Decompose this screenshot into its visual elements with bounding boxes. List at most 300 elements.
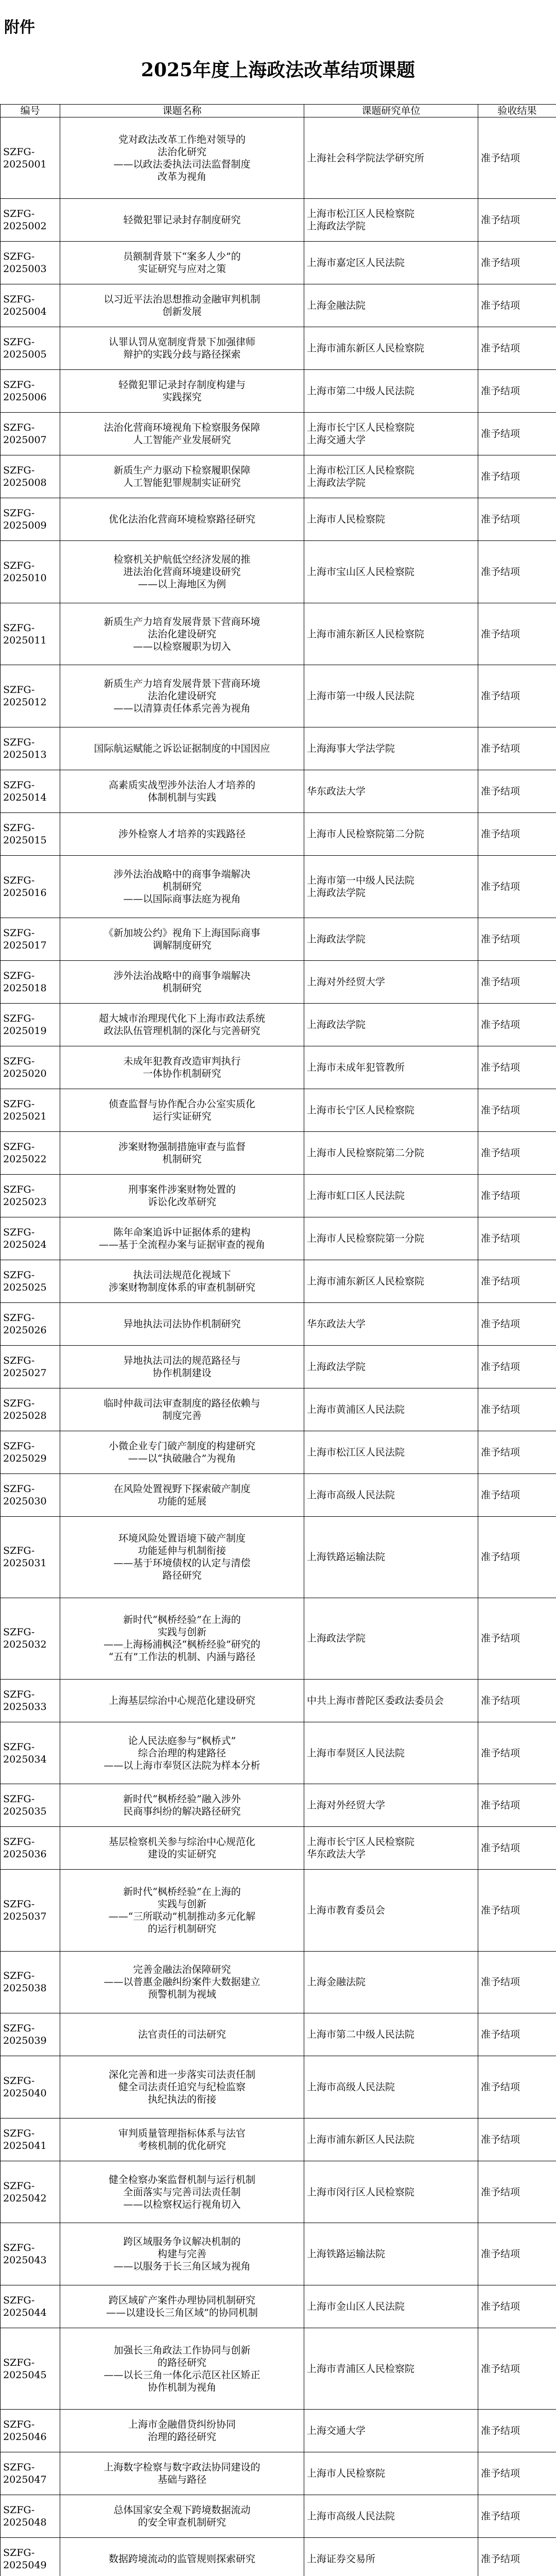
project-number — [1, 1046, 60, 1089]
acceptance-result: 准予结项 — [478, 1131, 556, 1174]
project-number — [1, 2410, 60, 2452]
research-unit-line: 上海市高级人民法院 — [307, 1489, 395, 1501]
project-title — [60, 242, 304, 284]
project-number-line: 2025023 — [3, 1196, 47, 1208]
research-unit-line: 上海政法学院 — [307, 1361, 366, 1372]
project-number-line: 2025018 — [3, 982, 47, 994]
research-unit — [304, 413, 478, 455]
table-row — [1, 812, 556, 855]
project-title-line: ——“三所联动”机制推动多元化解 — [108, 1911, 256, 1923]
acceptance-result: 准予结项 — [478, 1784, 556, 1827]
acceptance-result: 准予结项 — [478, 812, 556, 855]
project-title-line: 涉外法治战略中的商事争端解决 — [113, 868, 251, 880]
research-unit — [304, 2538, 478, 2576]
project-title-line: 进法治化营商环境建设研究 — [123, 566, 241, 578]
research-unit — [304, 541, 478, 603]
project-number — [1, 1302, 60, 1345]
project-title-line: 法治化研究 — [157, 146, 206, 158]
research-unit — [304, 1003, 478, 1046]
project-number-line: SZFG- — [3, 1440, 35, 1452]
project-title-line: 协作机制建设 — [152, 1367, 212, 1379]
research-unit-line: 上海市高级人民法院 — [307, 2511, 395, 2522]
table-row — [1, 1679, 556, 1722]
project-number — [1, 117, 60, 199]
research-unit — [304, 1598, 478, 1679]
project-title-line: 功能延伸与机制衔接 — [137, 1545, 226, 1557]
project-title — [60, 1827, 304, 1870]
project-title-line: 法治化建设研究 — [147, 690, 216, 702]
project-number — [1, 2328, 60, 2410]
project-title — [60, 2285, 304, 2328]
project-title-line: 人工智能犯罪规制实证研究 — [123, 477, 241, 489]
project-title-line: 政法队伍管理机制的深化与完善研究 — [103, 1025, 260, 1037]
acceptance-result: 准予结项 — [478, 541, 556, 603]
project-title-line: 涉外检察人才培养的实践路径 — [118, 828, 246, 840]
research-unit — [304, 1089, 478, 1131]
project-number-line: 2025016 — [3, 887, 47, 899]
project-number — [1, 1473, 60, 1516]
project-title-line: 辩护的实践分歧与路径探索 — [123, 349, 241, 361]
project-title-line: ——以普惠金融纠纷案件大数据建立 — [103, 1976, 260, 1988]
project-title-line: 总体国家安全观下跨境数据流动 — [113, 2504, 251, 2516]
acceptance-result: 准予结项 — [478, 2495, 556, 2538]
research-unit — [304, 770, 478, 812]
column-header-result: 验收结果 — [478, 105, 556, 117]
project-number — [1, 284, 60, 327]
project-number-line: SZFG- — [3, 208, 35, 220]
project-number-line: SZFG- — [3, 294, 35, 306]
research-unit — [304, 1722, 478, 1784]
table-row — [1, 327, 556, 370]
project-number-line: SZFG- — [3, 1397, 35, 1409]
acceptance-result: 准予结项 — [478, 1089, 556, 1131]
table-row — [1, 1302, 556, 1345]
project-number — [1, 2285, 60, 2328]
research-unit — [304, 2452, 478, 2495]
project-number — [1, 199, 60, 242]
project-title-line: ——以检察权运行视角切入 — [123, 2198, 241, 2210]
research-unit — [304, 498, 478, 541]
project-title — [60, 2161, 304, 2223]
project-title-line: 执纪执法的衔接 — [147, 2094, 216, 2106]
project-number-line: SZFG- — [3, 2462, 35, 2473]
project-number-line: 2025011 — [3, 634, 47, 646]
research-unit-line: 上海政法学院 — [307, 1019, 366, 1030]
research-unit-line: 上海对外经贸大学 — [307, 976, 386, 988]
research-unit-line: 上海政法学院 — [307, 887, 366, 899]
table-row — [1, 1345, 556, 1388]
project-number — [1, 1174, 60, 1217]
project-number-line: SZFG- — [3, 336, 35, 348]
project-number-line: SZFG- — [3, 1899, 35, 1910]
project-title-line: “五有”工作法的机制、内涵与路径 — [108, 1651, 256, 1663]
project-title — [60, 498, 304, 541]
project-number — [1, 413, 60, 455]
research-unit — [304, 727, 478, 770]
acceptance-result: 准予结项 — [478, 1046, 556, 1089]
research-unit — [304, 284, 478, 327]
project-title-line: 党对政法改革工作绝对领导的 — [118, 133, 246, 145]
project-number-line: SZFG- — [3, 822, 35, 834]
project-title-line: ——基于全流程办案与证据审查的视角 — [98, 1239, 265, 1250]
project-title — [60, 370, 304, 413]
acceptance-result: 准予结项 — [478, 727, 556, 770]
project-title-line: 以习近平法治思想推动金融审判机制 — [103, 294, 260, 306]
research-unit-line: 上海海事大学法学院 — [307, 742, 395, 754]
project-number — [1, 1784, 60, 1827]
project-title — [60, 1598, 304, 1679]
project-number — [1, 1260, 60, 1302]
acceptance-result: 准予结项 — [478, 199, 556, 242]
research-unit — [304, 2223, 478, 2285]
project-title — [60, 1131, 304, 1174]
project-title — [60, 665, 304, 727]
research-unit-line: 上海市青浦区人民检察院 — [307, 2363, 415, 2375]
project-title-line: 新时代“枫桥经验”融入涉外 — [123, 1793, 241, 1805]
project-title-line: 上海基层综治中心规范化建设研究 — [108, 1694, 255, 1706]
project-title-line: 健全检察办案监督机制与运行机制 — [108, 2174, 255, 2185]
project-number-line: 2025042 — [3, 2192, 47, 2204]
project-title-line: 考核机制的优化研究 — [137, 2140, 226, 2151]
table-row — [1, 117, 556, 199]
project-number — [1, 327, 60, 370]
table-row — [1, 284, 556, 327]
project-number-line: SZFG- — [3, 2504, 35, 2516]
project-number-line: 2025001 — [3, 158, 47, 170]
project-title-line: 国际航运赋能之诉讼证据制度的中国因应 — [94, 742, 270, 754]
research-unit-line: 上海市宝山区人民检察院 — [307, 566, 415, 578]
project-title-line: 构建与完善 — [157, 2248, 206, 2260]
project-title-line: 新时代“枫桥经验”在上海的 — [123, 1614, 241, 1626]
project-title-line: 小微企业专门破产制度的构建研究 — [108, 1440, 255, 1452]
table-row — [1, 2285, 556, 2328]
projects-table — [0, 104, 556, 2576]
table-row — [1, 498, 556, 541]
acceptance-result: 准予结项 — [478, 1003, 556, 1046]
research-unit — [304, 2013, 478, 2056]
project-number-line: 2025012 — [3, 697, 47, 708]
table-row — [1, 2452, 556, 2495]
project-title-line: 的运行机制研究 — [147, 1923, 216, 1935]
project-number-line: 2025010 — [3, 572, 47, 584]
project-title — [60, 1870, 304, 1951]
project-number-line: 2025043 — [3, 2255, 47, 2266]
project-title-line: ——以清算责任体系完善为视角 — [113, 703, 251, 715]
project-number-line: SZFG- — [3, 1012, 35, 1024]
research-unit-line: 上海铁路运输法院 — [307, 1551, 386, 1563]
project-title-line: 临时仲裁司法审查制度的路径依赖与 — [103, 1397, 260, 1409]
project-title — [60, 960, 304, 1003]
project-number — [1, 2452, 60, 2495]
research-unit — [304, 1679, 478, 1722]
project-number-line: SZFG- — [3, 2127, 35, 2139]
table-row — [1, 603, 556, 665]
project-number-line: 2025004 — [3, 306, 47, 318]
project-title-line: ——以上海地区为例 — [137, 578, 226, 590]
project-title-line: 路径研究 — [162, 1570, 202, 1582]
project-number — [1, 855, 60, 918]
table-row — [1, 1003, 556, 1046]
project-title-line: 法治化营商环境视角下检察服务保障 — [103, 422, 260, 434]
table-row — [1, 770, 556, 812]
table-row — [1, 2223, 556, 2285]
project-number-line: SZFG- — [3, 1545, 35, 1557]
research-unit — [304, 1473, 478, 1516]
research-unit-line: 上海市教育委员会 — [307, 1905, 386, 1917]
acceptance-result: 准予结项 — [478, 1516, 556, 1598]
research-unit-line: 上海市浦东新区人民检察院 — [307, 628, 425, 640]
project-number-line: SZFG- — [3, 1970, 35, 1982]
project-title-line: 完善金融法治保障研究 — [133, 1964, 231, 1976]
research-unit — [304, 2328, 478, 2410]
project-number-line: 2025024 — [3, 1239, 47, 1250]
project-title-line: ——以建设长三角区域”的协同机制 — [106, 2307, 258, 2319]
project-number-line: SZFG- — [3, 970, 35, 981]
project-number-line: 2025038 — [3, 1982, 47, 1994]
project-title — [60, 2495, 304, 2538]
research-unit — [304, 1388, 478, 1431]
project-title-line: ——以检察履职为切入 — [133, 640, 231, 652]
table-row — [1, 1089, 556, 1131]
table-row — [1, 2161, 556, 2223]
project-title-line: 协作机制为视角 — [147, 2381, 216, 2393]
project-title — [60, 2118, 304, 2161]
project-title-line: 上海数字检察与数字政法协同建设的 — [103, 2462, 260, 2473]
research-unit — [304, 1174, 478, 1217]
project-title-line: 执法司法规范化视域下 — [133, 1269, 231, 1281]
project-title-line: 健全司法责任追究与纪检监察 — [118, 2081, 246, 2093]
table-row — [1, 1388, 556, 1431]
project-number-line: SZFG- — [3, 146, 35, 158]
acceptance-result: 准予结项 — [478, 242, 556, 284]
table-row — [1, 1046, 556, 1089]
table-row — [1, 2328, 556, 2410]
project-title-line: 一体协作机制研究 — [143, 1067, 221, 1079]
project-title-line: 轻微犯罪记录封存制度研究 — [123, 214, 241, 226]
project-title-line: 诉讼化改革研究 — [147, 1196, 216, 1208]
project-number-line: SZFG- — [3, 736, 35, 748]
project-title — [60, 2013, 304, 2056]
research-unit — [304, 1131, 478, 1174]
project-title-line: 功能的延展 — [157, 1495, 206, 1507]
acceptance-result: 准予结项 — [478, 1827, 556, 1870]
acceptance-result: 准予结项 — [478, 770, 556, 812]
project-title — [60, 1217, 304, 1260]
research-unit-line: 上海市人民检察院第二分院 — [307, 828, 425, 840]
project-number-line: 2025017 — [3, 939, 47, 951]
project-number-line: 2025003 — [3, 263, 47, 275]
project-number-line: SZFG- — [3, 779, 35, 791]
project-number-line: SZFG- — [3, 2075, 35, 2087]
project-title-line: 涉案财物强制措施审查与监督 — [118, 1141, 246, 1153]
project-title-line: 在风险处置视野下探索破产制度 — [113, 1483, 251, 1495]
project-title — [60, 1679, 304, 1722]
column-header-number: 编号 — [1, 105, 60, 117]
project-title-line: 运行实证研究 — [152, 1110, 212, 1122]
project-number-line: SZFG- — [3, 1793, 35, 1805]
project-number-line: 2025026 — [3, 1324, 47, 1336]
acceptance-result: 准予结项 — [478, 2328, 556, 2410]
project-number-line: SZFG- — [3, 1354, 35, 1366]
table-row — [1, 2118, 556, 2161]
research-unit-line: 上海政法学院 — [307, 1633, 366, 1645]
project-number-line: SZFG- — [3, 1226, 35, 1238]
project-number-line: SZFG- — [3, 622, 35, 634]
project-title-line: 检察机关护航低空经济发展的推 — [113, 553, 251, 565]
research-unit — [304, 1046, 478, 1089]
acceptance-result: 准予结项 — [478, 1260, 556, 1302]
research-unit — [304, 1217, 478, 1260]
project-number — [1, 918, 60, 960]
research-unit — [304, 199, 478, 242]
project-title-line: 调解制度研究 — [152, 939, 212, 951]
research-unit — [304, 1431, 478, 1473]
project-title-line: 法官责任的司法研究 — [137, 2029, 226, 2041]
project-title-line: 新时代“枫桥经验”在上海的 — [123, 1886, 241, 1898]
research-unit — [304, 665, 478, 727]
project-number — [1, 2056, 60, 2119]
acceptance-result: 准予结项 — [478, 1951, 556, 2013]
project-number-line: SZFG- — [3, 874, 35, 886]
project-number-line: 2025044 — [3, 2307, 47, 2319]
table-row — [1, 2538, 556, 2576]
project-number-line: SZFG- — [3, 2547, 35, 2559]
research-unit — [304, 2118, 478, 2161]
project-title-line: 新质生产力培育发展背景下营商环境 — [103, 678, 260, 690]
table-row — [1, 2495, 556, 2538]
project-number-line: SZFG- — [3, 1688, 35, 1700]
research-unit-line: 华东政法大学 — [307, 1849, 366, 1860]
acceptance-result: 准予结项 — [478, 2118, 556, 2161]
project-title-line: ——以服务于长三角区域为视角 — [113, 2261, 251, 2273]
project-number — [1, 455, 60, 498]
project-number-line: 2025025 — [3, 1281, 47, 1293]
acceptance-result: 准予结项 — [478, 855, 556, 918]
project-number — [1, 960, 60, 1003]
research-unit — [304, 918, 478, 960]
project-number-line: 2025002 — [3, 221, 47, 232]
acceptance-result: 准予结项 — [478, 2223, 556, 2285]
project-title — [60, 603, 304, 665]
acceptance-result: 准予结项 — [478, 284, 556, 327]
project-number-line: 2025015 — [3, 834, 47, 846]
project-title — [60, 2223, 304, 2285]
table-row — [1, 370, 556, 413]
research-unit-line: 上海市奉贤区人民法院 — [307, 1747, 405, 1759]
project-title-line: 实证研究与应对之策 — [137, 263, 226, 275]
project-title-line: 建设的实证研究 — [147, 1849, 216, 1860]
research-unit — [304, 1302, 478, 1345]
project-title-line: 陈年命案追诉中证据体系的建构 — [113, 1226, 251, 1238]
project-title-line: 优化法治化营商环境检察路径研究 — [108, 514, 255, 526]
project-number-line: 2025007 — [3, 434, 47, 446]
acceptance-result: 准予结项 — [478, 665, 556, 727]
research-unit-line: 上海对外经贸大学 — [307, 1800, 386, 1811]
project-number — [1, 1870, 60, 1951]
project-title — [60, 1046, 304, 1089]
research-unit-line: 中共上海市普陀区委政法委员会 — [307, 1694, 444, 1706]
project-title-line: 的安全审查机制研究 — [137, 2517, 226, 2529]
project-title — [60, 1516, 304, 1598]
project-title — [60, 2538, 304, 2576]
project-title-line: ——以国际商事法庭为视角 — [123, 893, 241, 905]
research-unit — [304, 1516, 478, 1598]
project-number — [1, 1003, 60, 1046]
project-number-line: 2025032 — [3, 1639, 47, 1651]
research-unit — [304, 1784, 478, 1827]
project-number — [1, 498, 60, 541]
project-title — [60, 455, 304, 498]
project-title-line: 制度完善 — [162, 1410, 202, 1421]
research-unit — [304, 1345, 478, 1388]
project-number-line: 2025036 — [3, 1849, 47, 1860]
acceptance-result: 准予结项 — [478, 960, 556, 1003]
project-title-line: ——以长三角一体化示范区社区矫正 — [103, 2369, 260, 2381]
project-number — [1, 1679, 60, 1722]
project-title-line: 综合治理的构建路径 — [137, 1747, 226, 1759]
project-number-line: 2025034 — [3, 1753, 47, 1765]
project-number — [1, 603, 60, 665]
project-number — [1, 1827, 60, 1870]
research-unit-line: 上海市松江区人民检察院 — [307, 465, 415, 477]
acceptance-result: 准予结项 — [478, 327, 556, 370]
acceptance-result: 准予结项 — [478, 370, 556, 413]
project-number-line: 2025019 — [3, 1025, 47, 1037]
project-title-line: 创新发展 — [162, 306, 202, 318]
project-title-line: 跨区域矿产案件办理协同机制研究 — [108, 2295, 255, 2307]
table-row — [1, 199, 556, 242]
research-unit — [304, 2161, 478, 2223]
project-title — [60, 2056, 304, 2119]
table-row — [1, 1473, 556, 1516]
project-title-line: 员额制背景下“案多人少”的 — [123, 251, 241, 263]
project-title-line: 改革为视角 — [157, 171, 206, 182]
project-title-line: ——以“执破融合”为视角 — [128, 1452, 236, 1464]
table-row — [1, 727, 556, 770]
project-title — [60, 1302, 304, 1345]
research-unit — [304, 1951, 478, 2013]
acceptance-result: 准予结项 — [478, 2161, 556, 2223]
project-number — [1, 812, 60, 855]
project-number — [1, 2495, 60, 2538]
table-body — [1, 117, 556, 2576]
project-title-line: 机制研究 — [162, 1153, 202, 1165]
table-row — [1, 2410, 556, 2452]
project-title-line: 异地执法司法的规范路径与 — [123, 1354, 241, 1366]
project-number-line: 2025020 — [3, 1067, 47, 1079]
project-title-line: 新质生产力驱动下检察履职保障 — [113, 465, 251, 477]
project-number-line: 2025048 — [3, 2517, 47, 2529]
project-title-line: 预警机制为视域 — [147, 1989, 216, 2001]
project-number-line: 2025013 — [3, 749, 47, 760]
research-unit-line: 上海市第一中级人民法院 — [307, 690, 415, 702]
research-unit-line: 上海金融法院 — [307, 300, 366, 312]
research-unit-line: 上海市人民检察院第一分院 — [307, 1232, 425, 1244]
project-number — [1, 541, 60, 603]
table-row — [1, 1951, 556, 2013]
table-row — [1, 960, 556, 1003]
research-unit-line: 上海市浦东新区人民检察院 — [307, 343, 425, 354]
project-number — [1, 2161, 60, 2223]
project-number-line: 2025005 — [3, 349, 47, 361]
project-number-line: SZFG- — [3, 1741, 35, 1753]
project-number-line: 2025035 — [3, 1806, 47, 1818]
project-number-line: SZFG- — [3, 2295, 35, 2307]
research-unit — [304, 2495, 478, 2538]
acceptance-result: 准予结项 — [478, 2452, 556, 2495]
project-title — [60, 1174, 304, 1217]
project-number-line: 2025033 — [3, 1701, 47, 1713]
